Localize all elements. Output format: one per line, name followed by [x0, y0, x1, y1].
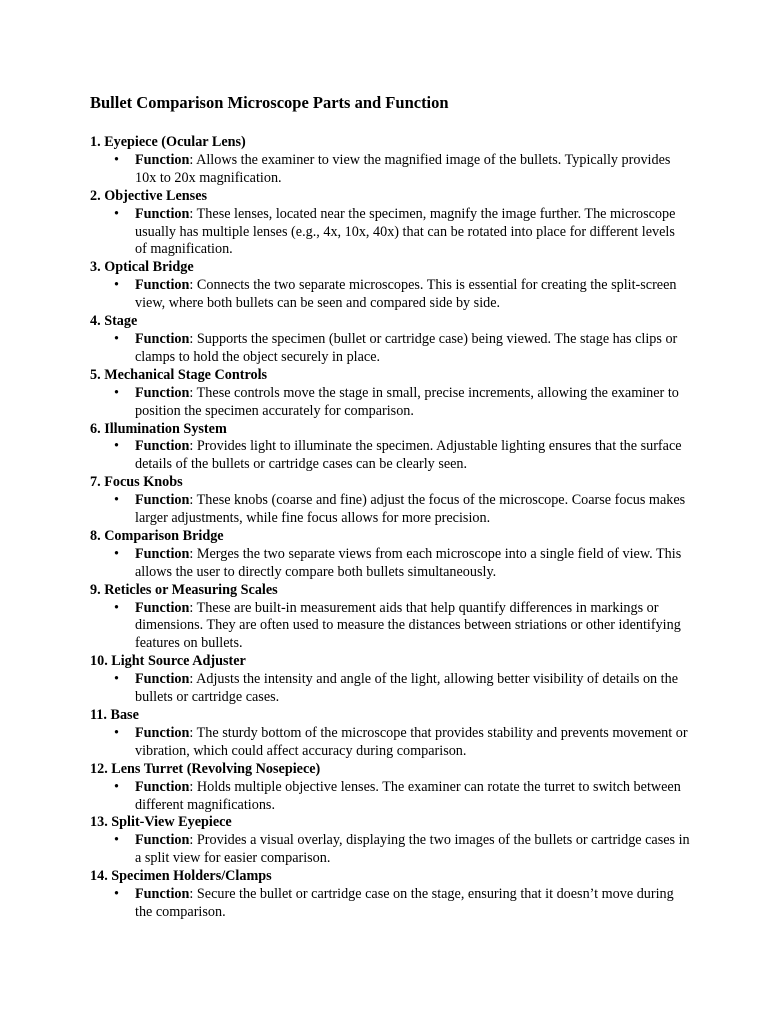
bullet-icon: •	[114, 277, 119, 294]
function-text: : These are built-in measurement aids that help quantify differences in markings or dimensions. They are often used to measure the distances between striations or other identifying features on bullets.	[135, 599, 681, 652]
function-label: Function	[135, 330, 190, 347]
part-heading: 3. Optical Bridge	[90, 259, 194, 276]
part-function	[90, 832, 690, 868]
part-function	[90, 331, 690, 367]
function-text: : These controls move the stage in small, precise increments, allowing the examiner to position the specimen accurately for comparison.	[135, 384, 679, 419]
bullet-icon: •	[114, 778, 119, 795]
part-function	[90, 385, 690, 421]
function-text: : These knobs (coarse and fine) adjust the focus of the microscope. Coarse focus makes larger adjustments, while fine focus allows for more precision.	[135, 492, 686, 527]
function-text: : Connects the two separate microscopes. This is essential for creating the split-screen view, where both bullets can be seen and compared side by side.	[135, 277, 677, 312]
part-function	[90, 277, 690, 313]
part-item	[90, 528, 690, 582]
function-text: : Provides light to illuminate the specimen. Adjustable lighting ensures that the surface details of the bullets or cartridge cases can be clearly seen.	[135, 438, 682, 473]
part-item	[90, 868, 690, 922]
function-label: Function	[135, 671, 190, 688]
part-heading: 2. Objective Lenses	[90, 187, 208, 204]
part-function	[90, 206, 690, 260]
part-heading: 10. Light Source Adjuster	[90, 653, 246, 670]
bullet-icon: •	[114, 545, 119, 562]
bullet-icon: •	[114, 492, 119, 509]
part-function	[90, 546, 690, 582]
bullet-icon: •	[114, 599, 119, 616]
function-label: Function	[135, 384, 190, 401]
function-label: Function	[135, 599, 190, 616]
function-label: Function	[135, 151, 190, 168]
bullet-icon: •	[114, 384, 119, 401]
document-page	[90, 92, 690, 922]
part-function	[90, 886, 690, 922]
function-text: : The sturdy bottom of the microscope that provides stability and prevents movement or vibration, which could affect accuracy during comparison.	[135, 724, 688, 759]
bullet-icon: •	[114, 151, 119, 168]
part-item	[90, 421, 690, 475]
part-heading: 1. Eyepiece (Ocular Lens)	[90, 134, 246, 150]
part-item	[90, 707, 690, 761]
part-item	[90, 474, 690, 528]
part-item	[90, 188, 690, 260]
part-function	[90, 492, 690, 528]
part-heading: 13. Split-View Eyepiece	[90, 814, 232, 831]
part-heading: 14. Specimen Holders/Clamps	[90, 868, 272, 885]
part-item	[90, 814, 690, 868]
bullet-icon: •	[114, 832, 119, 849]
part-function	[90, 152, 690, 188]
function-label: Function	[135, 277, 190, 294]
bullet-icon: •	[114, 671, 119, 688]
function-text: : Merges the two separate views from each microscope into a single field of view. This allows the user to directly compare both bullets simultaneously.	[135, 545, 682, 580]
part-heading: 12. Lens Turret (Revolving Nosepiece)	[90, 760, 321, 777]
parts-list	[90, 134, 690, 922]
function-label: Function	[135, 492, 190, 509]
bullet-icon: •	[114, 438, 119, 455]
function-text: : Secure the bullet or cartridge case on the stage, ensuring that it doesn’t move during the comparison.	[135, 886, 674, 920]
function-label: Function	[135, 205, 190, 222]
function-text: : Adjusts the intensity and angle of the light, allowing better visibility of details on the bullets or cartridge cases.	[135, 671, 679, 706]
part-item	[90, 313, 690, 367]
function-text: : These lenses, located near the specimen, magnify the image further. The microscope usually has multiple lenses (e.g., 4x, 10x, 40x) that can be rotated into place for different levels of magnification.	[135, 205, 676, 258]
part-function	[90, 600, 690, 654]
part-item	[90, 761, 690, 815]
part-function	[90, 779, 690, 815]
part-heading: 6. Illumination System	[90, 420, 227, 437]
part-heading: 7. Focus Knobs	[90, 474, 183, 491]
function-label: Function	[135, 438, 190, 455]
bullet-icon: •	[114, 330, 119, 347]
function-label: Function	[135, 778, 190, 795]
part-heading: 5. Mechanical Stage Controls	[90, 366, 268, 383]
bullet-icon: •	[114, 205, 119, 222]
part-item	[90, 134, 690, 188]
part-function	[90, 671, 690, 707]
part-item	[90, 259, 690, 313]
part-item	[90, 367, 690, 421]
function-label: Function	[135, 724, 190, 741]
part-heading: 4. Stage	[90, 313, 138, 330]
function-label: Function	[135, 832, 190, 849]
function-text: : Allows the examiner to view the magnified image of the bullets. Typically provides 10x to 20x magnification.	[135, 151, 671, 186]
function-text: : Holds multiple objective lenses. The examiner can rotate the turret to switch between different magnifications.	[135, 778, 681, 813]
function-label: Function	[135, 886, 190, 903]
part-heading: 9. Reticles or Measuring Scales	[90, 581, 278, 598]
part-item	[90, 653, 690, 707]
bullet-icon: •	[114, 886, 119, 903]
part-function	[90, 725, 690, 761]
document-title: Bullet Comparison Microscope Parts and Function	[90, 93, 449, 112]
part-item	[90, 582, 690, 654]
part-heading: 8. Comparison Bridge	[90, 527, 224, 544]
function-text: : Provides a visual overlay, displaying the two images of the bullets or cartridge cases in a split view for easier comparison.	[135, 832, 690, 867]
bullet-icon: •	[114, 724, 119, 741]
function-text: : Supports the specimen (bullet or cartridge case) being viewed. The stage has clips or clamps to hold the object securely in place.	[135, 330, 678, 365]
part-heading: 11. Base	[90, 707, 139, 723]
function-label: Function	[135, 545, 190, 562]
part-function	[90, 438, 690, 474]
